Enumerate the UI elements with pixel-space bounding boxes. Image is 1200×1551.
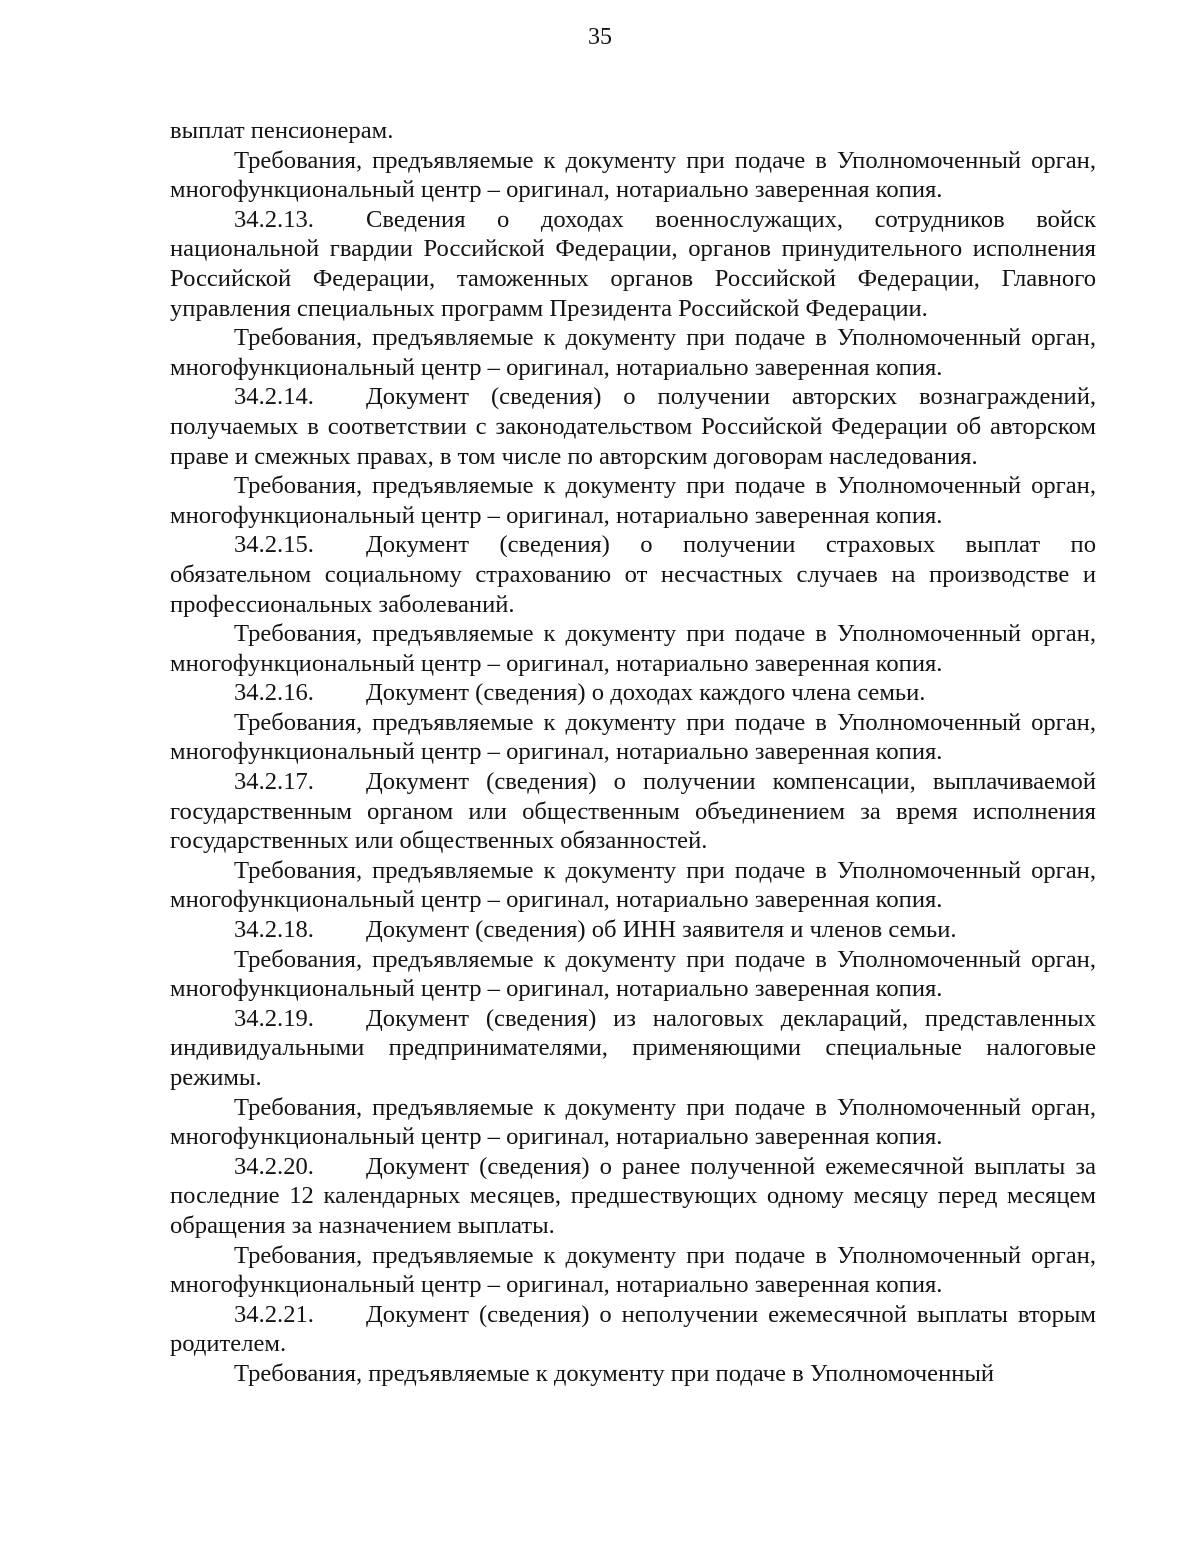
item-number: 34.2.19. [234,1004,314,1032]
item-number: 34.2.20. [234,1152,314,1180]
item-number: 34.2.13. [234,205,314,233]
item-number: 34.2.16. [234,679,314,707]
list-item-34-2-20 [170,1152,1096,1241]
item-number: 34.2.21. [234,1300,314,1328]
requirements-paragraph: Требования, предъявляемые к документу при подаче в Уполномоченный орган, многофункциональный центр – оригинал, нотариально заверенная копия. [170,146,1096,204]
list-item-34-2-17 [170,767,1096,856]
item-text: Документ (сведения) о доходах каждого члена семьи. [366,679,926,707]
list-item-34-2-16 [170,678,1096,708]
document-body [170,116,1096,1389]
list-item-34-2-13 [170,205,1096,323]
item-text: Документ (сведения) о получении авторских вознаграждений, получаемых в соответствии с законодательством Российской Федерации об авторском праве и смежных правах, в том числе по авторским договорам наследования. [170,383,1096,470]
item-text: Сведения о доходах военнослужащих, сотрудников войск национальной гвардии Российской Федерации, органов принудительного исполнения Российской Федерации, таможенных органов Российской Федерации, Главного управления специальных программ Президента Российской Федерации. [170,205,1096,322]
item-text: Документ (сведения) о получении страховых выплат по обязательном социальному страхованию от несчастных случаев на производстве и профессиональных заболеваний. [170,531,1096,618]
list-item-34-2-15 [170,530,1096,619]
requirements-paragraph: Требования, предъявляемые к документу при подаче в Уполномоченный орган, многофункциональный центр – оригинал, нотариально заверенная копия. [170,1093,1096,1151]
list-item-34-2-14 [170,382,1096,471]
list-item-34-2-21 [170,1300,1096,1359]
item-number: 34.2.18. [234,916,314,944]
requirements-paragraph: Требования, предъявляемые к документу при подаче в Уполномоченный орган, многофункциональный центр – оригинал, нотариально заверенная копия. [170,1241,1096,1299]
item-number: 34.2.17. [234,768,314,796]
item-text: Документ (сведения) о ранее полученной ежемесячной выплаты за последние 12 календарных месяцев, предшествующих одному месяцу перед месяцем обращения за назначением выплаты. [170,1152,1096,1239]
item-text: Документ (сведения) из налоговых деклараций, представленных индивидуальными предпринимателями, применяющими специальные налоговые режимы. [170,1004,1096,1091]
item-text: Документ (сведения) о получении компенсации, выплачиваемой государственным органом или общественным объединением за время исполнения государственных или общественных обязанностей. [170,768,1096,855]
item-text: Документ (сведения) о неполучении ежемесячной выплаты вторым родителем. [170,1300,1096,1358]
requirements-paragraph: Требования, предъявляемые к документу при подаче в Уполномоченный орган, многофункциональный центр – оригинал, нотариально заверенная копия. [170,856,1096,914]
requirements-paragraph: Требования, предъявляемые к документу при подаче в Уполномоченный орган, многофункциональный центр – оригинал, нотариально заверенная копия. [170,945,1096,1003]
item-number: 34.2.14. [234,383,314,411]
paragraph: выплат пенсионерам. [170,117,394,144]
requirements-paragraph: Требования, предъявляемые к документу при подаче в Уполномоченный орган, многофункциональный центр – оригинал, нотариально заверенная копия. [170,324,1096,381]
page-number: 35 [588,24,612,50]
list-item-34-2-18 [170,915,1096,945]
list-item-34-2-19 [170,1004,1096,1093]
item-number: 34.2.15. [234,531,314,559]
requirements-paragraph: Требования, предъявляемые к документу при подаче в Уполномоченный орган, многофункциональный центр – оригинал, нотариально заверенная копия. [170,472,1096,529]
requirements-paragraph: Требования, предъявляемые к документу при подаче в Уполномоченный орган, многофункциональный центр – оригинал, нотариально заверенная копия. [170,620,1096,677]
requirements-paragraph: Требования, предъявляемые к документу при подаче в Уполномоченный орган, многофункциональный центр – оригинал, нотариально заверенная копия. [170,708,1096,766]
item-text: Документ (сведения) об ИНН заявителя и членов семьи. [366,916,957,944]
requirements-paragraph: Требования, предъявляемые к документу при подаче в Уполномоченный [234,1359,995,1387]
